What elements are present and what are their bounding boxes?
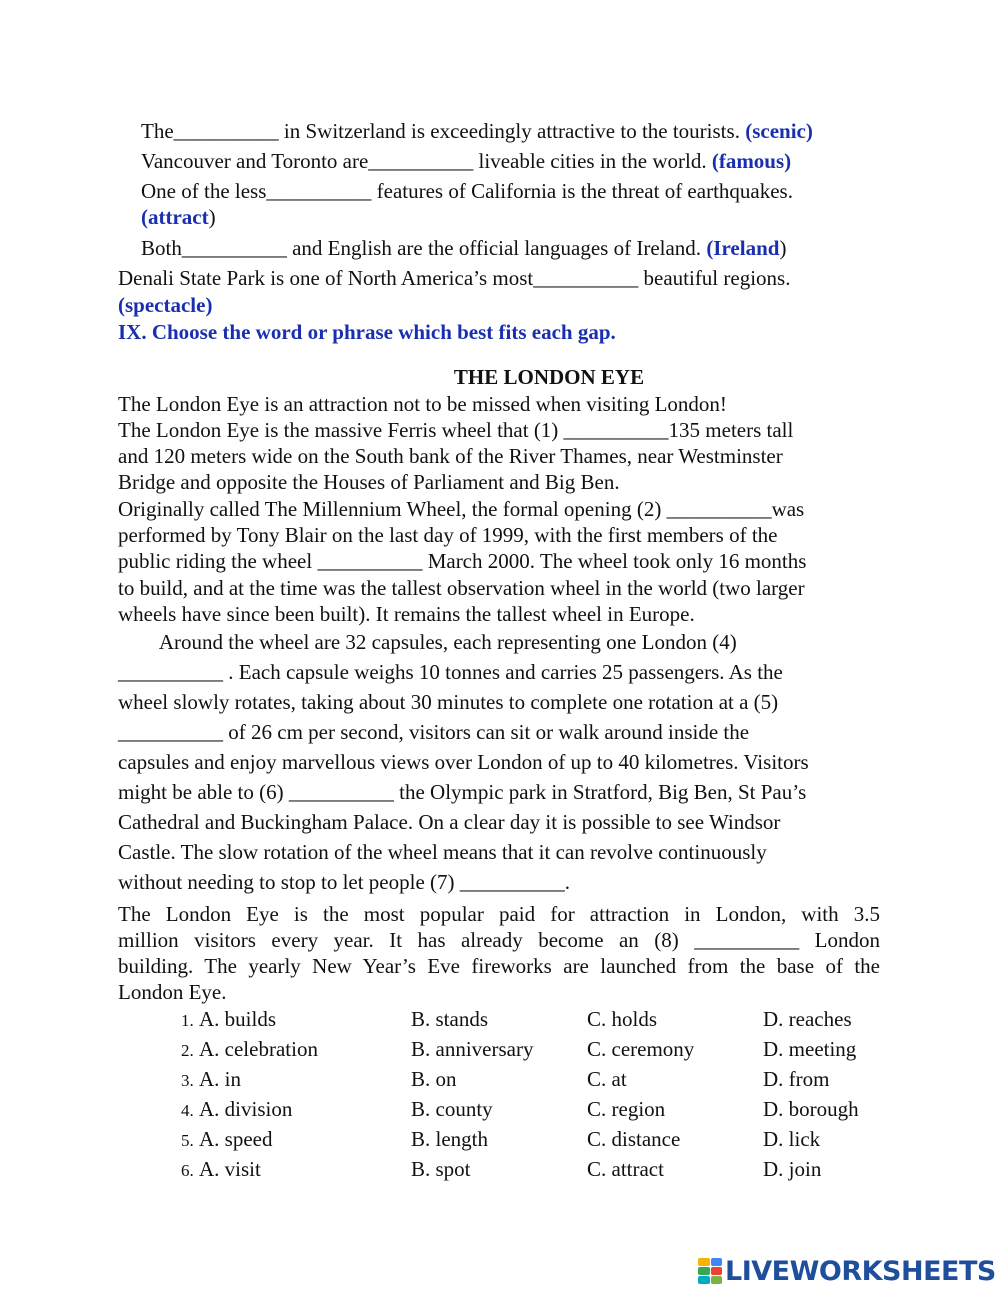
option-d[interactable]: D. join (763, 1157, 822, 1181)
passage-line: public riding the wheel __________ March 2000. The wheel took only 16 months (118, 549, 807, 573)
option-b[interactable]: B. on (411, 1067, 457, 1091)
passage-line: wheels have since been built). It remains the tallest wheel in Europe. (118, 602, 695, 626)
question-number: 3. (181, 1071, 194, 1090)
option-c[interactable]: C. region (587, 1097, 666, 1121)
option-c[interactable]: C. distance (587, 1127, 681, 1151)
sentence-text: The__________ in Switzerland is exceedingly attractive to the tourists. (141, 119, 746, 143)
sentence-text: Both__________ and English are the official languages of Ireland. (141, 236, 707, 260)
sentence-5-hint-line (118, 293, 212, 317)
passage-line: Around the wheel are 32 capsules, each representing one London (4) (118, 630, 737, 654)
passage-line: building. The yearly New Year’s Eve fireworks are launched from the base of the (118, 954, 880, 978)
sentence-5 (118, 266, 790, 290)
passage-line: capsules and enjoy marvellous views over London of up to 40 kilometres. Visitors (118, 750, 809, 774)
option-b[interactable]: B. spot (411, 1157, 471, 1181)
sentence-text: One of the less__________ features of California is the threat of earthquakes. (141, 179, 793, 203)
passage-line: __________ . Each capsule weighs 10 tonnes and carries 25 passengers. As the (118, 660, 783, 684)
option-d[interactable]: D. meeting (763, 1037, 857, 1061)
question-number: 5. (181, 1131, 194, 1150)
passage-line: Originally called The Millennium Wheel, the formal opening (2) __________was (118, 497, 805, 521)
passage-line: The London Eye is the massive Ferris wheel that (1) __________135 meters tall (118, 418, 794, 442)
passage-title: THE LONDON EYE (453, 365, 645, 389)
passage-line: The London Eye is an attraction not to be missed when visiting London! (118, 392, 727, 416)
option-d[interactable]: D. borough (763, 1097, 859, 1121)
option-a[interactable]: A. celebration (199, 1037, 318, 1061)
passage-line: million visitors every year. It has already become an (8) __________ London (118, 928, 880, 952)
option-b[interactable]: B. county (411, 1097, 493, 1121)
word-hint: (scenic) (745, 119, 813, 143)
liveworksheets-logo (698, 1256, 996, 1286)
option-a[interactable]: A. division (199, 1097, 293, 1121)
sentence-3-hint-line (141, 205, 216, 229)
logo-text: LIVEWORKSHEETS (725, 1255, 996, 1287)
question-number: 2. (181, 1041, 194, 1060)
passage-line: Castle. The slow rotation of the wheel means that it can revolve continuously (118, 840, 767, 864)
word-hint: (famous) (711, 149, 792, 173)
sentence-text: Denali State Park is one of North America’s most__________ beautiful regions. (118, 266, 791, 290)
option-b[interactable]: B. stands (411, 1007, 489, 1031)
word-hint: (spectacle) (118, 293, 213, 317)
passage-line: Cathedral and Buckingham Palace. On a clear day it is possible to see Windsor (118, 810, 781, 834)
option-a[interactable]: A. visit (199, 1157, 261, 1181)
sentence-1 (141, 119, 813, 143)
hint-close-paren: ) (208, 205, 216, 229)
hint-close-paren: ) (779, 236, 787, 260)
passage-line: might be able to (6) __________ the Olympic park in Stratford, Big Ben, St Pau’s (118, 780, 807, 804)
sentence-2 (141, 149, 791, 173)
passage-line: The London Eye is the most popular paid for attraction in London, with 3.5 (118, 902, 880, 926)
passage-line: __________ of 26 cm per second, visitors can sit or walk around inside the (118, 720, 750, 744)
option-a[interactable]: A. builds (199, 1007, 277, 1031)
question-number: 1. (181, 1011, 194, 1030)
passage-line: to build, and at the time was the tallest observation wheel in the world (two larger (118, 576, 805, 600)
question-number: 4. (181, 1101, 194, 1120)
sentence-3 (141, 179, 793, 203)
option-c[interactable]: C. attract (587, 1157, 664, 1181)
option-a[interactable]: A. speed (199, 1127, 273, 1151)
passage-line: wheel slowly rotates, taking about 30 minutes to complete one rotation at a (5) (118, 690, 779, 714)
question-number: 6. (181, 1161, 194, 1180)
passage-line: London Eye. (118, 980, 227, 1004)
option-c[interactable]: C. holds (587, 1007, 658, 1031)
sentence-4 (141, 236, 786, 260)
option-c[interactable]: C. ceremony (587, 1037, 695, 1061)
sentence-text: Vancouver and Toronto are__________ liveable cities in the world. (141, 149, 712, 173)
option-c[interactable]: C. at (587, 1067, 627, 1091)
option-d[interactable]: D. reaches (763, 1007, 852, 1031)
passage-line: without needing to stop to let people (7) __________. (118, 870, 571, 894)
logo-blocks-icon (698, 1258, 722, 1284)
section-heading: IX. Choose the word or phrase which best fits each gap. (118, 320, 616, 344)
option-d[interactable]: D. from (763, 1067, 830, 1091)
option-b[interactable]: B. length (411, 1127, 488, 1151)
word-hint: (attract (141, 205, 209, 229)
passage-line: and 120 meters wide on the South bank of the River Thames, near Westminster (118, 444, 783, 468)
option-d[interactable]: D. lick (763, 1127, 821, 1151)
passage-line: Bridge and opposite the Houses of Parliament and Big Ben. (118, 470, 620, 494)
option-b[interactable]: B. anniversary (411, 1037, 534, 1061)
option-a[interactable]: A. in (199, 1067, 241, 1091)
passage-line: performed by Tony Blair on the last day of 1999, with the first members of the (118, 523, 778, 547)
word-hint: (Ireland (706, 236, 780, 260)
